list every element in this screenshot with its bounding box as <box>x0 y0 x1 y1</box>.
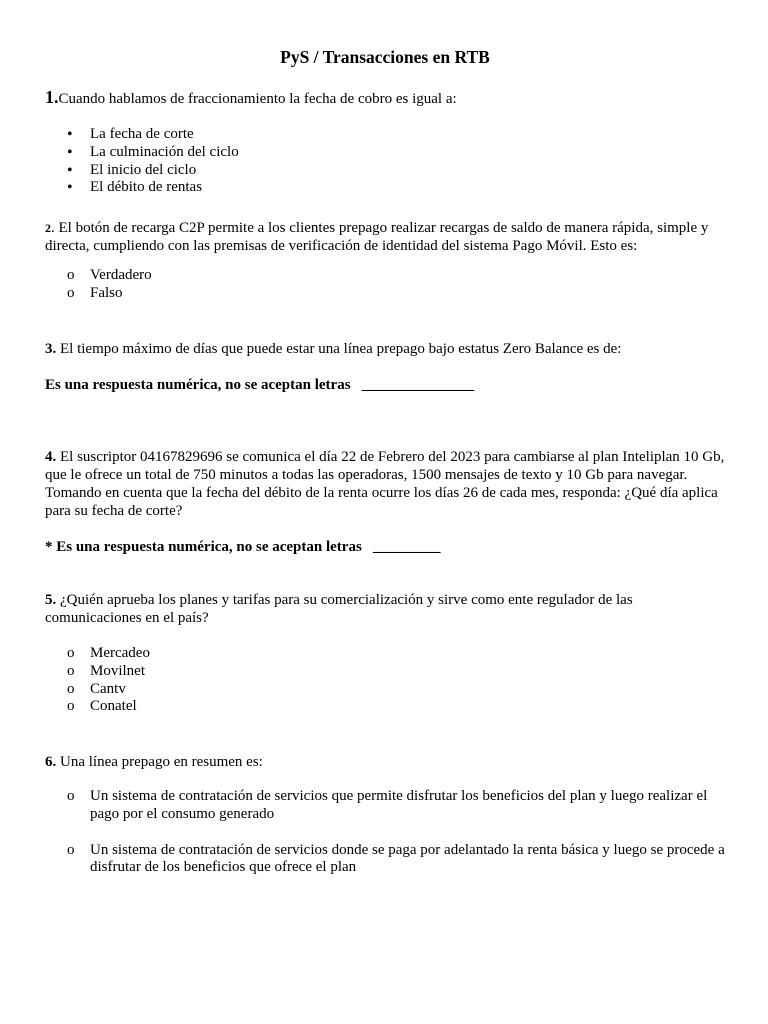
list-item: o Verdadero <box>67 267 152 283</box>
question-5-text: ¿Quién aprueba los planes y tarifas para su comercialización y sirve como ente regulador de las comunicaciones en el país? <box>45 592 633 626</box>
circle-bullet-icon: o <box>67 645 75 661</box>
list-item: o Un sistema de contratación de servicios que permite disfrutar los beneficios del plan y luego realizar el pago por el consumo generado <box>67 788 708 822</box>
question-3-answer-line: Es una respuesta numérica, no se aceptan letras _______________ <box>45 377 475 393</box>
circle-bullet-icon: o <box>67 680 75 697</box>
list-item: o Mercadeo <box>67 645 150 661</box>
question-1-number: 1. <box>45 87 59 107</box>
bullet-icon: • <box>67 161 73 179</box>
question-5 <box>45 591 725 627</box>
question-6-number: 6. <box>45 754 57 770</box>
question-2-text: . El botón de recarga C2P permite a los clientes prepago realizar recargas de saldo de manera rápida, simple y directa, cumpliendo con las premisas de verificación de identidad del sistema Pago Móvil. Esto es: <box>45 220 709 254</box>
circle-bullet-icon: o <box>67 698 75 715</box>
list-item: • La fecha de corte <box>67 126 194 143</box>
question-5-options <box>45 645 725 716</box>
question-1-text: Cuando hablamos de fraccionamiento la fecha de cobro es igual a: <box>58 91 457 107</box>
question-3-number: 3. <box>45 341 57 357</box>
list-item: o Falso <box>67 284 123 301</box>
page-title: PyS / Transacciones en RTB <box>280 47 490 67</box>
circle-bullet-icon: o <box>67 841 75 858</box>
question-2-options <box>45 267 725 303</box>
list-item: o Un sistema de contratación de servicios donde se paga por adelantado la renta básica y luego se procede a disfrutar de los beneficios que ofrece el plan <box>67 841 725 876</box>
bullet-icon: • <box>67 143 73 161</box>
question-3 <box>45 340 725 358</box>
circle-bullet-icon: o <box>67 267 75 283</box>
question-4 <box>45 448 725 520</box>
question-6 <box>45 753 725 771</box>
list-item: • El débito de rentas <box>67 179 203 197</box>
question-6-options <box>45 788 725 877</box>
list-item: o Movilnet <box>67 662 145 679</box>
circle-bullet-icon: o <box>67 662 75 679</box>
bullet-icon: • <box>67 179 73 197</box>
bullet-icon: • <box>67 126 73 143</box>
question-5-number: 5. <box>45 592 57 608</box>
question-4-text: El suscriptor 04167829696 se comunica el día 22 de Febrero del 2023 para cambiarse al plan Inteliplan 10 Gb, que le ofrece un total de 750 minutos a todas las operadoras, 1500 mensajes de texto y 10 Gb para navegar. Tomando en cuenta que la fecha del débito de la renta ocurre los días 26 de cada mes, responda: ¿Qué día aplica para su fecha de corte? <box>45 449 725 519</box>
question-2 <box>45 219 725 255</box>
circle-bullet-icon: o <box>67 284 75 301</box>
question-1-options <box>45 126 725 197</box>
list-item: o Cantv <box>67 680 126 697</box>
list-item: • El inicio del ciclo <box>67 161 197 179</box>
question-6-text: Una línea prepago en resumen es: <box>56 754 263 770</box>
circle-bullet-icon: o <box>67 788 75 804</box>
question-3-text: El tiempo máximo de días que puede estar una línea prepago bajo estatus Zero Balance es de: <box>56 341 622 357</box>
question-2-number: 2 <box>45 221 51 235</box>
list-item: • La culminación del ciclo <box>67 143 239 161</box>
list-item: o Conatel <box>67 698 137 715</box>
question-4-answer-line: * Es una respuesta numérica, no se aceptan letras _________ <box>45 539 441 555</box>
question-4-number: 4. <box>45 449 57 465</box>
question-1 <box>45 88 725 108</box>
